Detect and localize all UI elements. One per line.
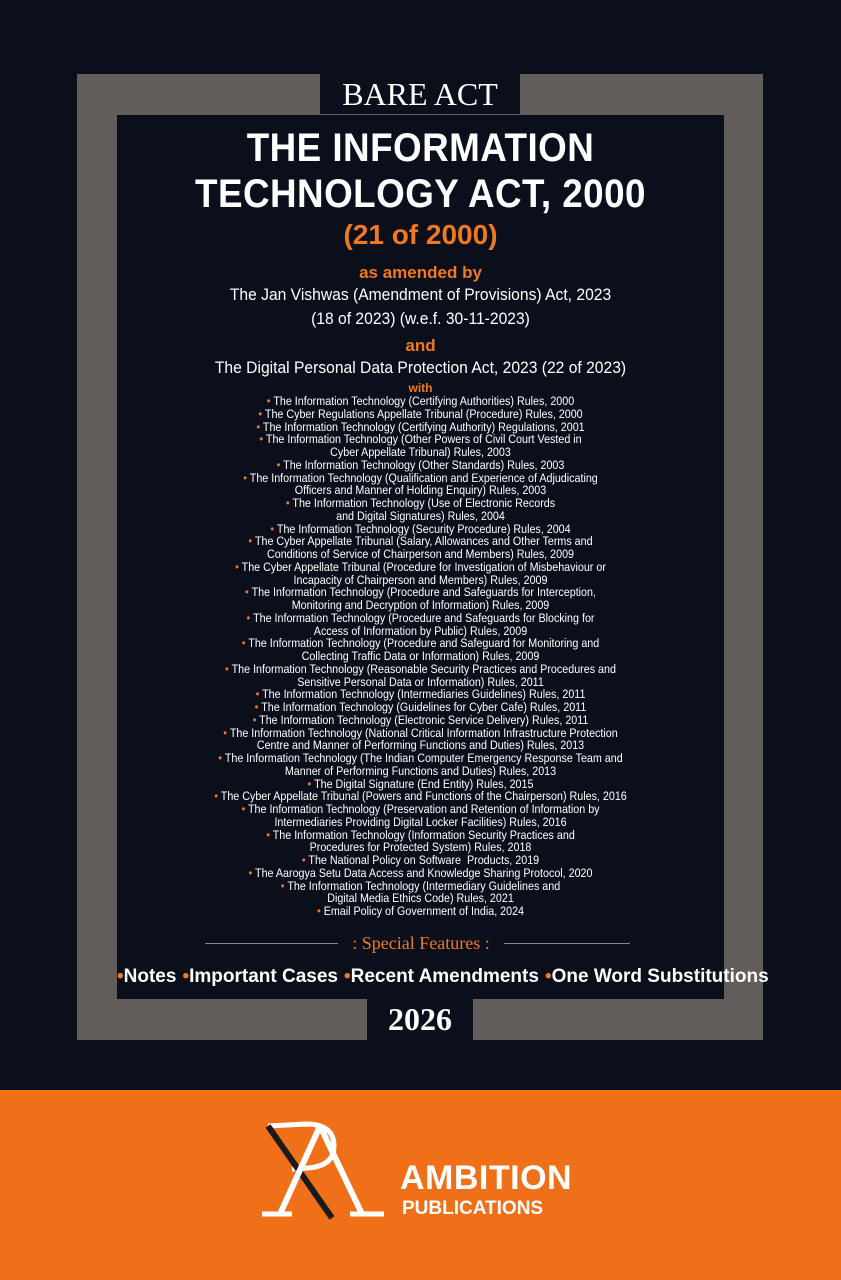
rule-text: The Information Technology (Intermediary Guidelines and: [287, 878, 561, 893]
bullet-icon: •: [259, 432, 266, 447]
bullet-icon: •: [214, 789, 221, 804]
rule-text: The Information Technology (Intermediaries Guidelines) Rules, 2011: [262, 687, 586, 702]
bullet-icon: •: [301, 853, 309, 867]
bullet-icon: •: [218, 751, 225, 765]
bullet-icon: •: [270, 521, 277, 536]
rule-text: The Information Technology (National Critical Information Infrastructure Protection: [229, 725, 618, 740]
rule-text: The Information Technology (Procedure and Safeguards for Blocking for: [253, 610, 595, 625]
feature-item: [344, 966, 539, 987]
bullet-icon: •: [258, 406, 265, 421]
bullet-icon: •: [248, 534, 255, 549]
rule-text: The Cyber Regulations Appellate Tribunal (Procedure) Rules, 2000: [264, 406, 583, 421]
rule-text: The Cyber Appellate Tribunal (Procedure for Investigation of Misbehaviour or: [241, 559, 606, 574]
rule-text: The Information Technology (Electronic Service Delivery) Rules, 2011: [259, 712, 589, 727]
feature-text: Recent Amendments: [350, 966, 539, 987]
rule-text: Officers and Manner of Holding Enquiry) Rules, 2003: [294, 483, 547, 498]
rule-text: Monitoring and Decryption of Information) Rules, 2009: [291, 598, 550, 612]
divider-right: [504, 943, 630, 944]
rule-item: [153, 905, 687, 918]
bullet-icon: •: [254, 700, 262, 714]
rule-text: The Information Technology (Reasonable Security Practices and Procedures and: [231, 661, 616, 676]
bare-act-label: BARE ACT: [320, 74, 520, 114]
bullet-icon: •: [255, 687, 263, 702]
bullet-icon: •: [245, 585, 252, 600]
feature-text: Important Cases: [189, 966, 338, 987]
bullet-icon: •: [544, 966, 552, 987]
rule-text: The Cyber Appellate Tribunal (Salary, Allowances and Other Terms and: [254, 534, 593, 549]
rules-list: [117, 395, 724, 918]
feature-text: One Word Substitutions: [551, 966, 769, 987]
bullet-icon: •: [241, 636, 249, 651]
bullet-icon: •: [266, 394, 274, 408]
bullet-icon: •: [223, 725, 230, 740]
publisher-name: AMBITION: [400, 1159, 573, 1197]
feature-text: Notes: [123, 966, 177, 987]
rule-text: The Information Technology (Guidelines for Cyber Cafe) Rules, 2011: [261, 700, 587, 714]
publisher-subtitle: PUBLICATIONS: [402, 1198, 544, 1219]
rule-text: The Information Technology (Qualification and Experience of Adjudicating: [249, 470, 598, 485]
edition-year: 2026: [367, 999, 473, 1040]
with-label: with: [408, 381, 433, 395]
feature-item: [545, 966, 769, 987]
features-row: [117, 966, 769, 988]
rule-text: and Digital Signatures) Rules, 2004: [336, 508, 505, 523]
bullet-icon: •: [252, 712, 260, 727]
rule-text: Digital Media Ethics Code) Rules, 2021: [327, 891, 514, 906]
rule-text: Intermediaries Providing Digital Locker Facilities) Rules, 2016: [274, 814, 567, 829]
amending-act-1-detail: (18 of 2023) (w.e.f. 30-11-2023): [311, 309, 530, 328]
rule-text: Manner of Performing Functions and Duties) Rules, 2013: [284, 763, 557, 778]
rule-text: The Aarogya Setu Data Access and Knowledge Sharing Protocol, 2020: [255, 865, 593, 880]
rule-text: Cyber Appellate Tribunal) Rules, 2003: [330, 445, 511, 459]
rule-text: Incapacity of Chairperson and Members) Rules, 2009: [293, 572, 548, 587]
rule-text: The Information Technology (Other Powers of Civil Court Vested in: [265, 432, 582, 447]
rule-text: The Information Technology (Certifying Authorities) Rules, 2000: [273, 394, 575, 408]
rule-text: Access of Information by Public) Rules, 2009: [313, 623, 528, 638]
rule-text: Centre and Manner of Performing Functions and Duties) Rules, 2013: [256, 738, 585, 753]
rule-text: Email Policy of Government of India, 2024: [323, 904, 525, 918]
rule-text: The Information Technology (Other Standards) Rules, 2003: [283, 457, 565, 472]
rule-text: The Information Technology (Information Security Practices and: [272, 827, 575, 842]
special-features-heading: : Special Features :: [352, 933, 490, 953]
rule-text: Conditions of Service of Chairperson and Members) Rules, 2009: [266, 547, 575, 561]
rule-text: The Information Technology (Procedure and Safeguard for Monitoring and: [248, 636, 600, 651]
bullet-icon: •: [280, 878, 288, 893]
bullet-icon: •: [316, 904, 324, 918]
act-number: (21 of 2000): [343, 219, 498, 250]
book-title-line1: THE INFORMATION: [246, 126, 595, 170]
bullet-icon: •: [235, 559, 242, 574]
book-title-line2: TECHNOLOGY ACT, 2000: [195, 172, 646, 216]
amending-act-1: The Jan Vishwas (Amendment of Provisions) Act, 2023: [229, 285, 612, 304]
amending-act-2: The Digital Personal Data Protection Act, 2023 (22 of 2023): [214, 358, 627, 377]
bullet-icon: •: [241, 802, 248, 816]
publisher-logo-icon: [262, 1118, 392, 1224]
feature-item: [117, 966, 176, 987]
bullet-icon: •: [243, 470, 250, 485]
rule-text: The Information Technology (Certifying Authority) Regulations, 2001: [262, 419, 585, 434]
as-amended-label: as amended by: [359, 263, 482, 282]
rule-text: Sensitive Personal Data or Information) Rules, 2011: [297, 674, 544, 689]
rule-text: The Cyber Appellate Tribunal (Powers and Functions of the Chairperson) Rules, 2016: [220, 789, 627, 804]
rule-text: The Information Technology (Procedure and Safeguards for Interception,: [251, 585, 596, 600]
rule-text: The National Policy on Software Products, 2019: [308, 853, 540, 867]
bullet-icon: •: [248, 865, 256, 880]
bullet-icon: •: [256, 419, 263, 434]
rule-text: The Information Technology (Security Procedure) Rules, 2004: [276, 521, 571, 536]
bullet-icon: •: [343, 966, 351, 987]
bullet-icon: •: [182, 966, 190, 987]
rule-text: The Information Technology (Preservation and Retention of Information by: [247, 802, 600, 816]
rule-text: Collecting Traffic Data or Information) Rules, 2009: [301, 649, 540, 663]
bullet-icon: •: [246, 610, 254, 625]
bullet-icon: •: [117, 966, 124, 987]
feature-item: [182, 966, 338, 987]
and-connector: and: [405, 336, 436, 355]
rule-text: The Information Technology (Use of Electronic Records: [292, 496, 556, 510]
bullet-icon: •: [266, 827, 273, 842]
rule-text: The Information Technology (The Indian Computer Emergency Response Team and: [224, 751, 623, 765]
divider-left: [205, 943, 338, 944]
rule-text: Procedures for Protected System) Rules, 2018: [309, 840, 532, 855]
bullet-icon: •: [225, 661, 232, 676]
bullet-icon: •: [276, 457, 284, 472]
rule-text: The Digital Signature (End Entity) Rules, 2015: [314, 776, 534, 791]
bullet-icon: •: [285, 496, 293, 510]
bullet-icon: •: [307, 776, 315, 791]
